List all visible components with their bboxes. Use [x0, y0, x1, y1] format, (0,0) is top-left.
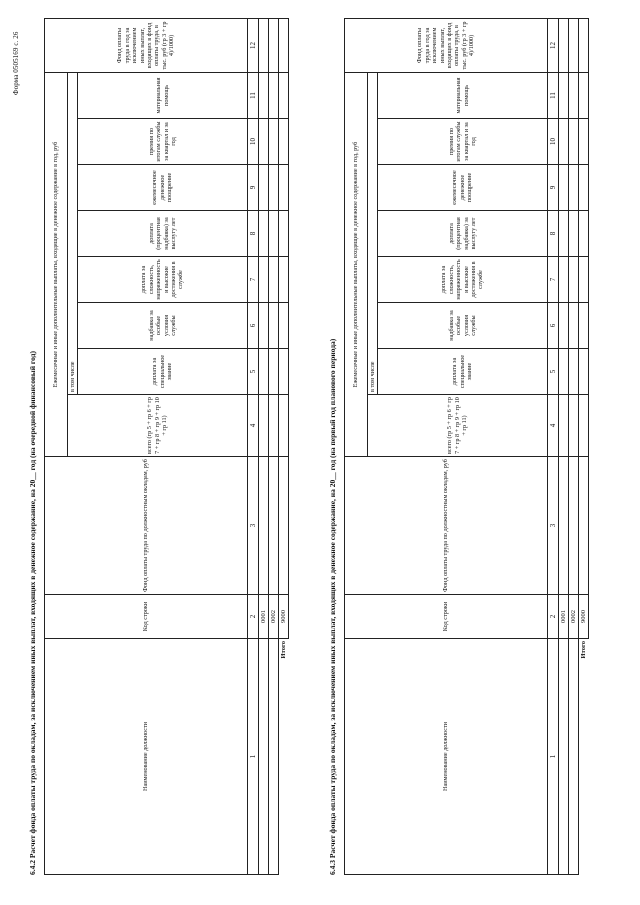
header-c10: премия по итогам службы за квартал и за год: [78, 119, 248, 165]
table-row: [259, 18, 269, 874]
header-c10: премия по итогам службы за квартал и за год: [378, 119, 548, 165]
header-c7: доплата за сложность, напряженность и высокие достижения в службе: [378, 257, 548, 303]
col-number: 3: [548, 457, 559, 595]
col-number: 8: [248, 211, 259, 257]
col-number: 6: [548, 303, 559, 349]
col-number: 4: [548, 395, 559, 457]
col-number: 4: [248, 395, 259, 457]
col-number: 9: [548, 165, 559, 211]
header-c6: надбавка за особые условия службы: [378, 303, 548, 349]
header-bonuses-group: Ежемесячные и иные дополнительные выплаты, входящие в денежное содержание в год, руб: [345, 72, 368, 456]
total-row: [279, 18, 289, 874]
header-c11: материальная помощь: [378, 72, 548, 118]
header-c5: доплата за специальное звание: [378, 349, 548, 395]
col-number: 11: [548, 72, 559, 118]
header-c8: доплата (процентная надбавка) за выслугу лет: [78, 211, 248, 257]
header-c9: ежемесячное денежное поощрение: [378, 165, 548, 211]
header-position: Наименование должности: [45, 639, 248, 875]
form-code: Форма 0505169 с. 26: [12, 31, 20, 95]
col-number: 7: [248, 257, 259, 303]
total-label: Итого: [279, 641, 287, 659]
header-salary-fund: Фонд оплаты труда по должностным окладам, руб: [345, 457, 548, 595]
total-row: [579, 18, 589, 874]
header-c8: доплата (процентная надбавка) за выслугу лет: [378, 211, 548, 257]
col-number: 8: [548, 211, 559, 257]
col-number: 3: [248, 457, 259, 595]
header-total: всего (гр 5 + гр 6 + гр 7 + гр 8 + гр 9 + гр 10 + гр 11): [368, 395, 548, 457]
header-c12: Фонд оплаты труда в год за исключением иных выплат, входящих в фонд оплаты труда, в тыс. руб (гр 3 + гр 4)/1000): [345, 18, 548, 72]
col-number: 6: [248, 303, 259, 349]
salary-table-643: [344, 18, 589, 875]
row-code: 0001: [259, 595, 269, 639]
col-number: 2: [248, 595, 259, 639]
header-bonuses-group: Ежемесячные и иные дополнительные выплаты, входящие в денежное содержание в год, руб: [45, 72, 68, 456]
table-row: [559, 18, 569, 874]
section-title-main: 6.4.3 Расчет фонда оплаты труда по окладам, за исключением иных выплат, входящих в денежное содержание, на 20__ год: [328, 459, 337, 875]
col-number: 1: [548, 639, 559, 875]
section-title-643: [328, 339, 337, 875]
col-number: 11: [248, 72, 259, 118]
row-code: 0001: [559, 595, 569, 639]
col-number: 12: [548, 18, 559, 72]
col-number: 10: [548, 119, 559, 165]
header-c9: ежемесячное денежное поощрение: [78, 165, 248, 211]
header-position: Наименование должности: [345, 639, 548, 875]
col-number: 7: [548, 257, 559, 303]
col-number: 9: [248, 165, 259, 211]
table-row: [569, 18, 579, 874]
total-code: 9000: [279, 595, 289, 639]
col-number: 2: [548, 595, 559, 639]
row-code: 0002: [569, 595, 579, 639]
total-code: 9000: [579, 595, 589, 639]
col-number: 1: [248, 639, 259, 875]
header-including: в том числе: [368, 72, 378, 394]
salary-table-642: [44, 18, 289, 875]
header-including: в том числе: [68, 72, 78, 394]
col-number: 5: [548, 349, 559, 395]
header-total: всего (гр 5 + гр 6 + гр 7 + гр 8 + гр 9 + гр 10 + гр 11): [68, 395, 248, 457]
section-title-main: 6.4.2 Расчет фонда оплаты труда по окладам, за исключением иных выплат, входящих в денежное содержание, на 20__ год: [28, 459, 37, 875]
col-number: 10: [248, 119, 259, 165]
header-code: Код строки: [45, 595, 248, 639]
header-code: Код строки: [345, 595, 548, 639]
col-number: 12: [248, 18, 259, 72]
header-c11: материальная помощь: [78, 72, 248, 118]
header-c5: доплата за специальное звание: [78, 349, 248, 395]
header-c12: Фонд оплаты труда в год за исключением иных выплат, входящих в фонд оплаты труда, в тыс. руб (гр 3 + гр 4)/1000): [45, 18, 248, 72]
section-title-642: [28, 351, 37, 875]
header-c7: доплата за сложность, напряженность и высокие достижения в службе: [78, 257, 248, 303]
total-label: Итого: [579, 641, 587, 659]
section-title-sub: (на первый год планового периода): [328, 338, 337, 458]
row-code: 0002: [269, 595, 279, 639]
header-c6: надбавка за особые условия службы: [78, 303, 248, 349]
table-row: [269, 18, 279, 874]
header-salary-fund: Фонд оплаты труда по должностным окладам, руб: [45, 457, 248, 595]
section-title-sub: (на очередной финансовый год): [28, 351, 37, 458]
col-number: 5: [248, 349, 259, 395]
